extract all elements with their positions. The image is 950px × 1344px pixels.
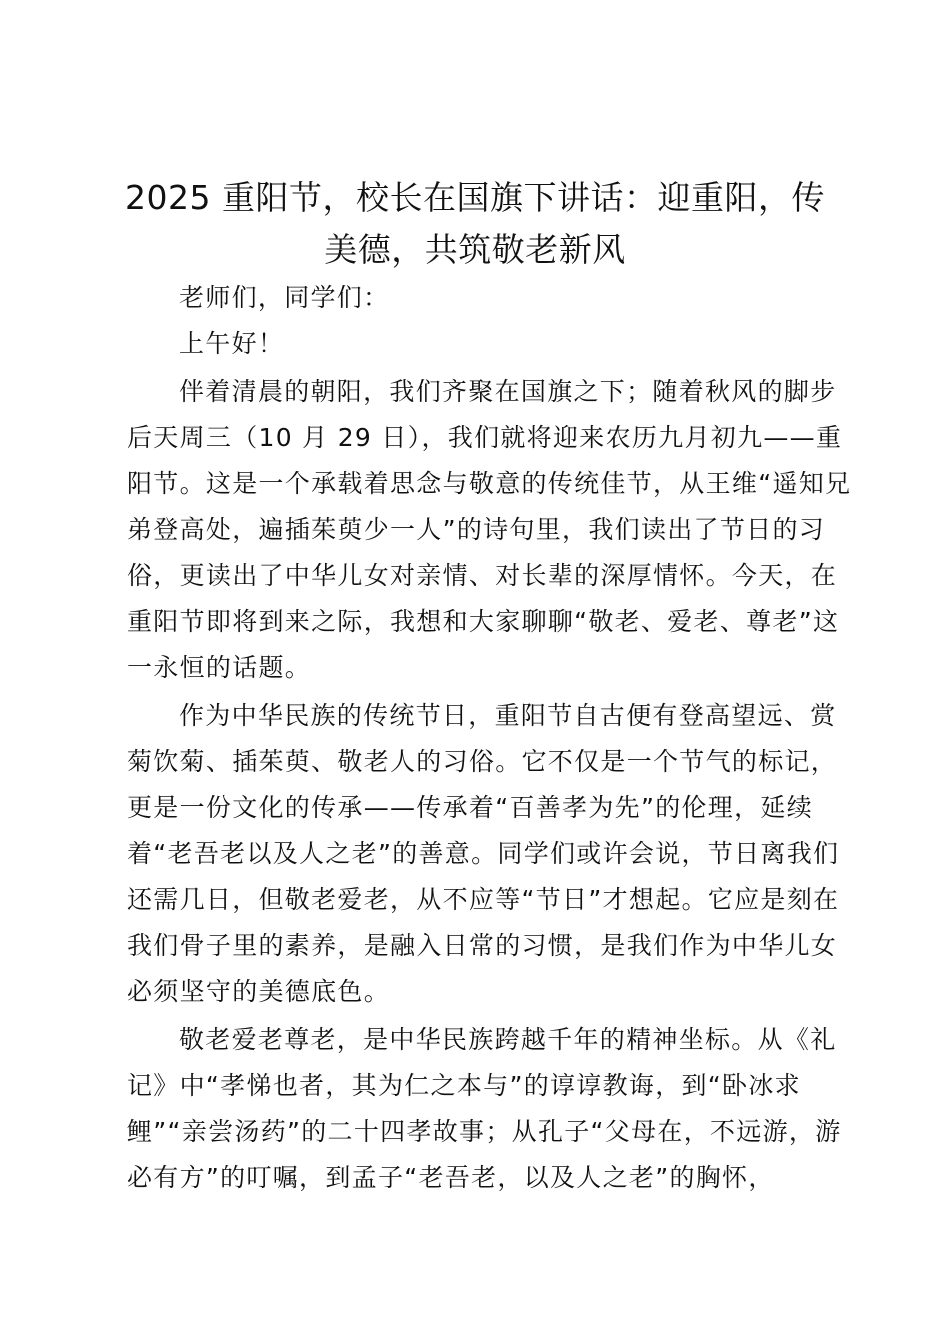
body-paragraph: 伴着清晨的朝阳，我们齐聚在国旗之下；随着秋风的脚步后天周三（10 月 29 日），我们就将迎来农历九月初九——重阳节。这是一个承载着思念与敬意的传统佳节，从王维“遥知兄弟登高处，遍插茱萸少一人”的诗句里，我们读出了节日的习俗，更读出了中华儿女对亲情、对长辈的深厚情怀。今天，在重阳节即将到来之际，我想和大家聊聊“敬老、爱老、尊老”这一永恒的话题。 (127, 377, 852, 682)
document-title: 2025 重阳节，校长在国旗下讲话：迎重阳，传美德，共筑敬老新风 (125, 178, 825, 269)
body-paragraph: 敬老爱老尊老，是中华民族跨越千年的精神坐标。从《礼记》中“孝悌也者，其为仁之本与”的谆谆教诲，到“卧冰求鲤”“亲尝汤药”的二十四孝故事；从孔子“父母在，不远游，游必有方”的叮嘱，到孟子“老吾老，以及人之老”的胸怀， (127, 1025, 842, 1192)
greeting: 上午好！ (179, 329, 285, 358)
document-body (127, 275, 857, 1201)
salutation: 老师们，同学们： (179, 283, 390, 312)
body-paragraph: 作为中华民族的传统节日，重阳节自古便有登高望远、赏菊饮菊、插茱萸、敬老人的习俗。它不仅是一个节气的标记，更是一份文化的传承——传承着“百善孝为先”的伦理，延续着“老吾老以及人之老”的善意。同学们或许会说，节日离我们还需几日，但敬老爱老，从不应等“节日”才想起。它应是刻在我们骨子里的素养，是融入日常的习惯，是我们作为中华儿女必须坚守的美德底色。 (127, 701, 840, 1006)
